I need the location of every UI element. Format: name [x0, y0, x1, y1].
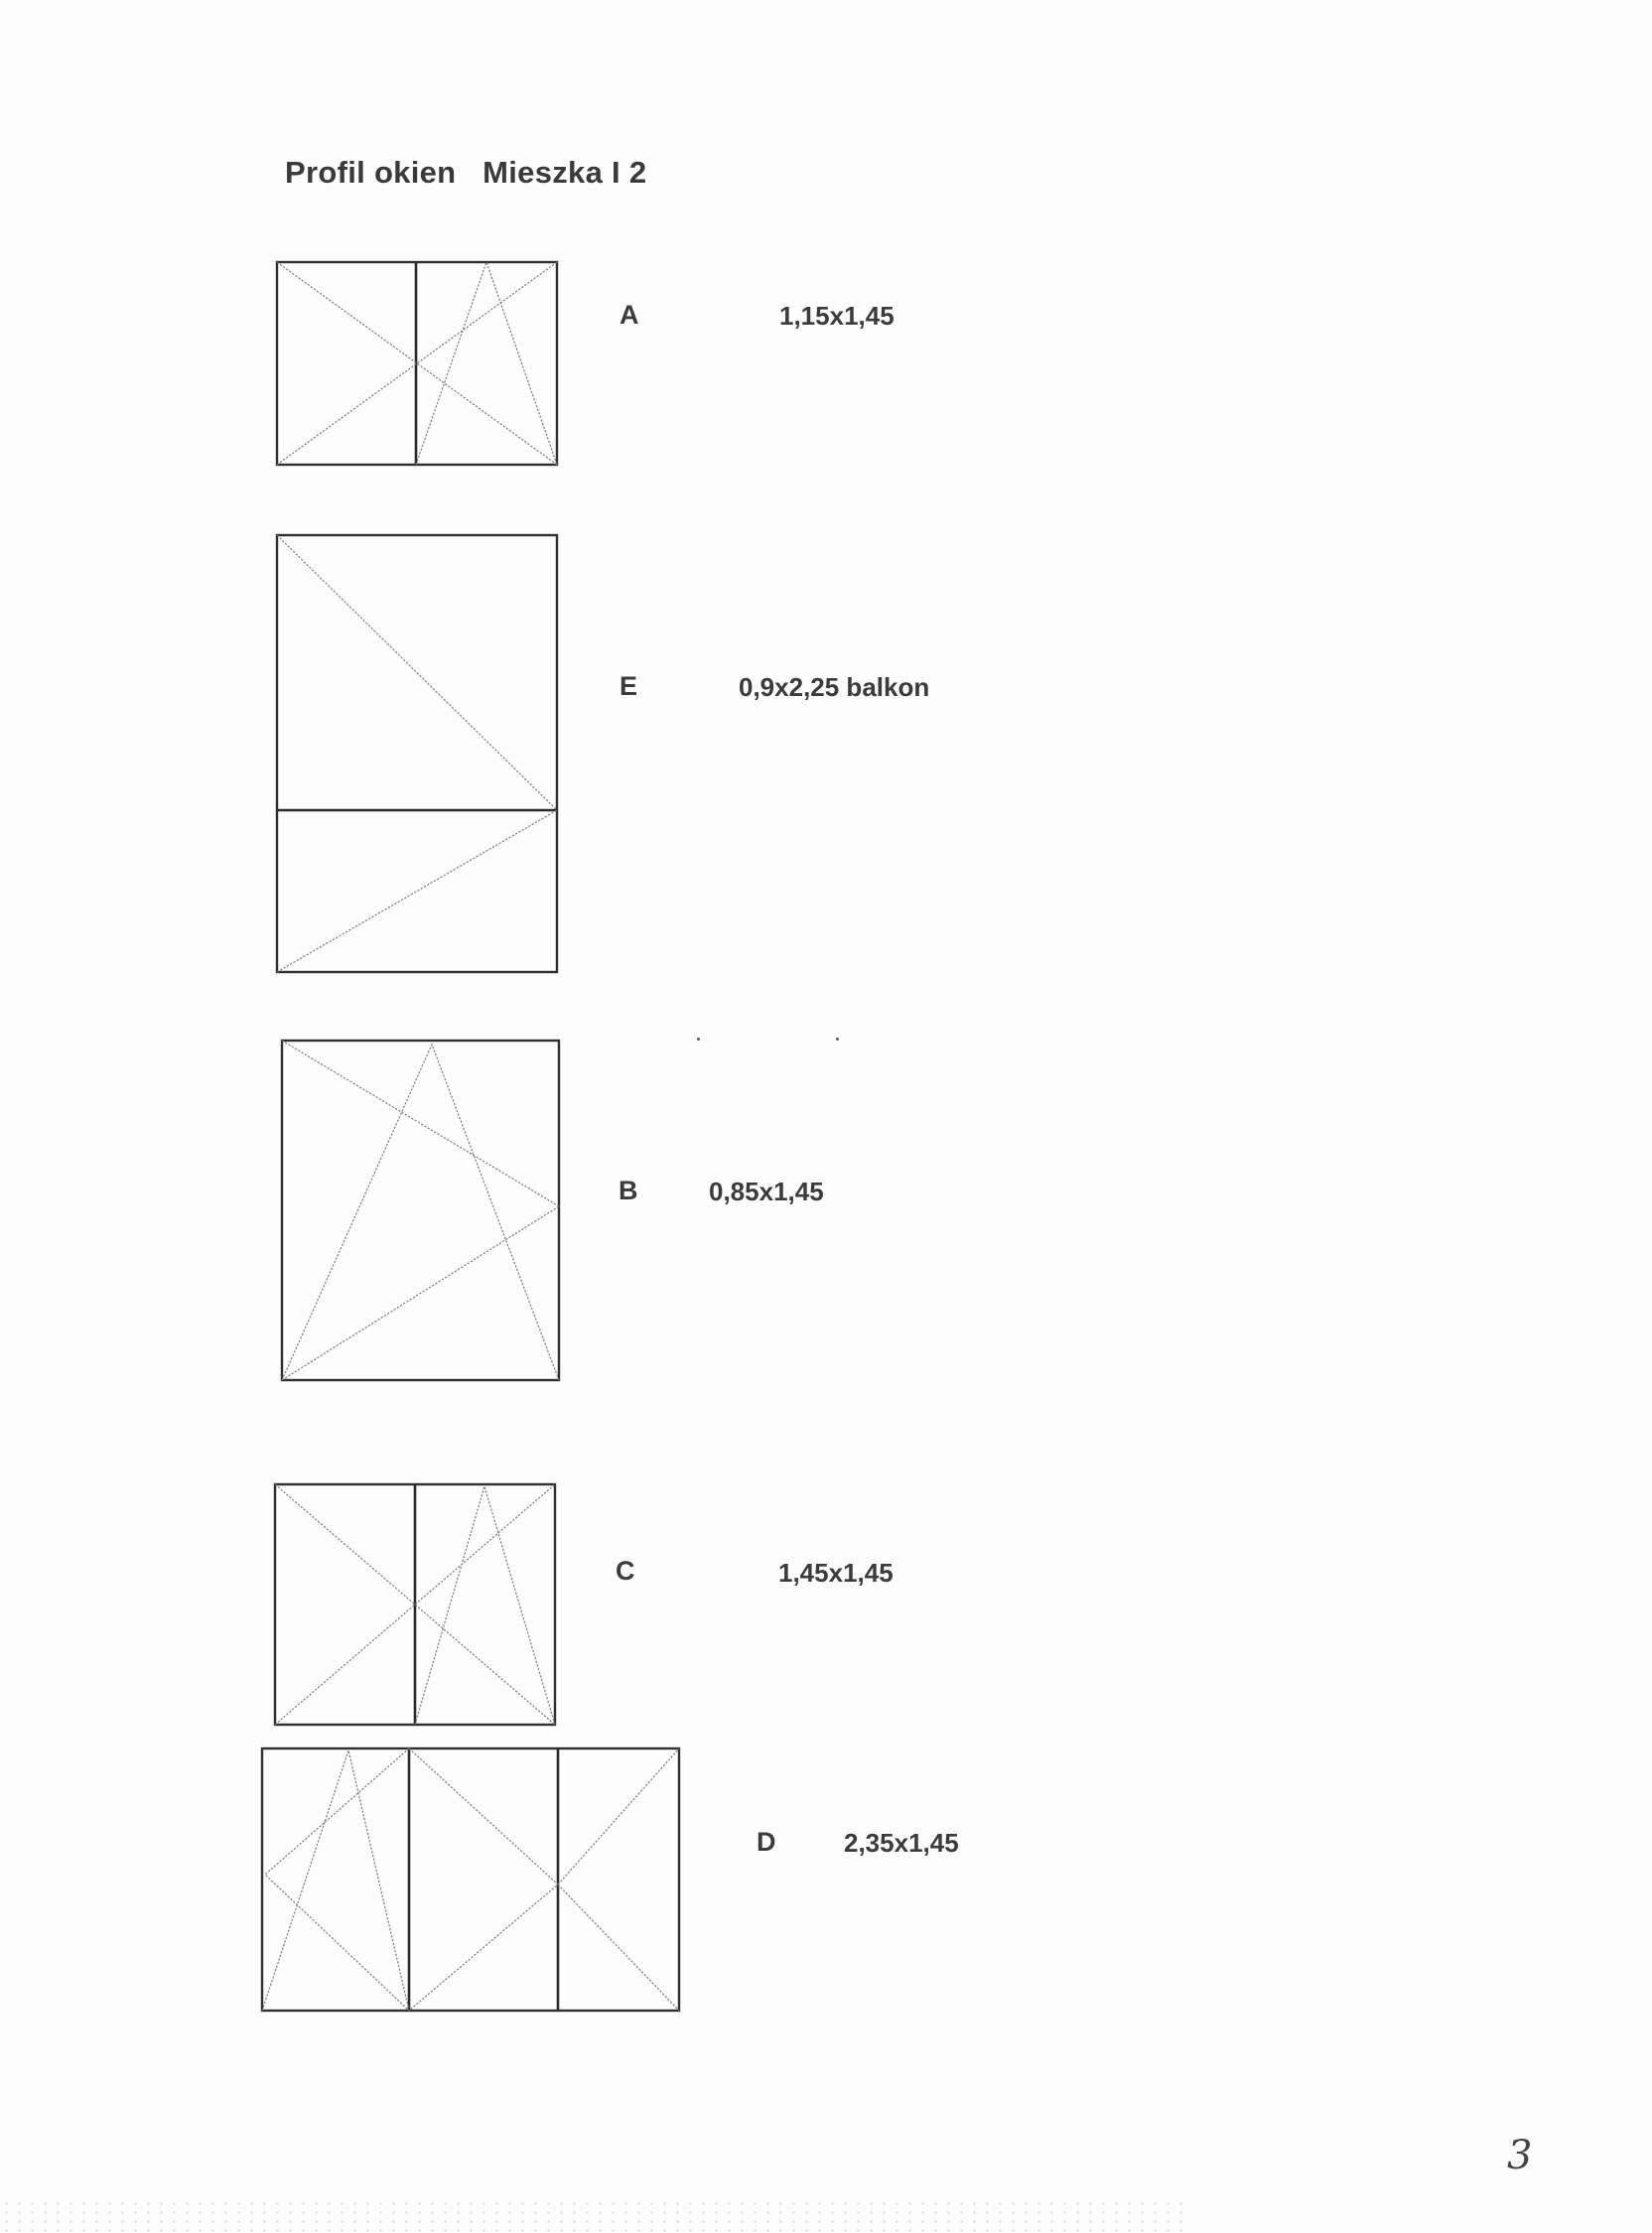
window-b-size: 0,85x1,45 — [709, 1177, 824, 1206]
scan-noise — [0, 2199, 1191, 2233]
window-c-size: 1,45x1,45 — [778, 1558, 894, 1588]
scan-dot — [697, 1038, 700, 1041]
window-d-drawing — [261, 1747, 682, 2014]
window-a-drawing — [276, 261, 560, 468]
page-number: 3 — [1507, 2133, 1533, 2178]
window-e-drawing — [276, 534, 560, 975]
scan-dot — [836, 1038, 839, 1041]
window-c-drawing — [274, 1483, 558, 1728]
window-b-code: B — [619, 1176, 638, 1205]
window-a-code: A — [620, 300, 639, 330]
window-d-size: 2,35x1,45 — [844, 1828, 959, 1858]
window-e-code: E — [620, 671, 638, 701]
page-title: Profil okien Mieszka I 2 — [285, 155, 647, 190]
window-d-code: D — [757, 1827, 776, 1857]
window-b-drawing — [281, 1040, 562, 1383]
window-a-size: 1,15x1,45 — [779, 301, 895, 331]
window-e-size: 0,9x2,25 balkon — [739, 672, 930, 702]
window-c-code: C — [616, 1556, 635, 1586]
